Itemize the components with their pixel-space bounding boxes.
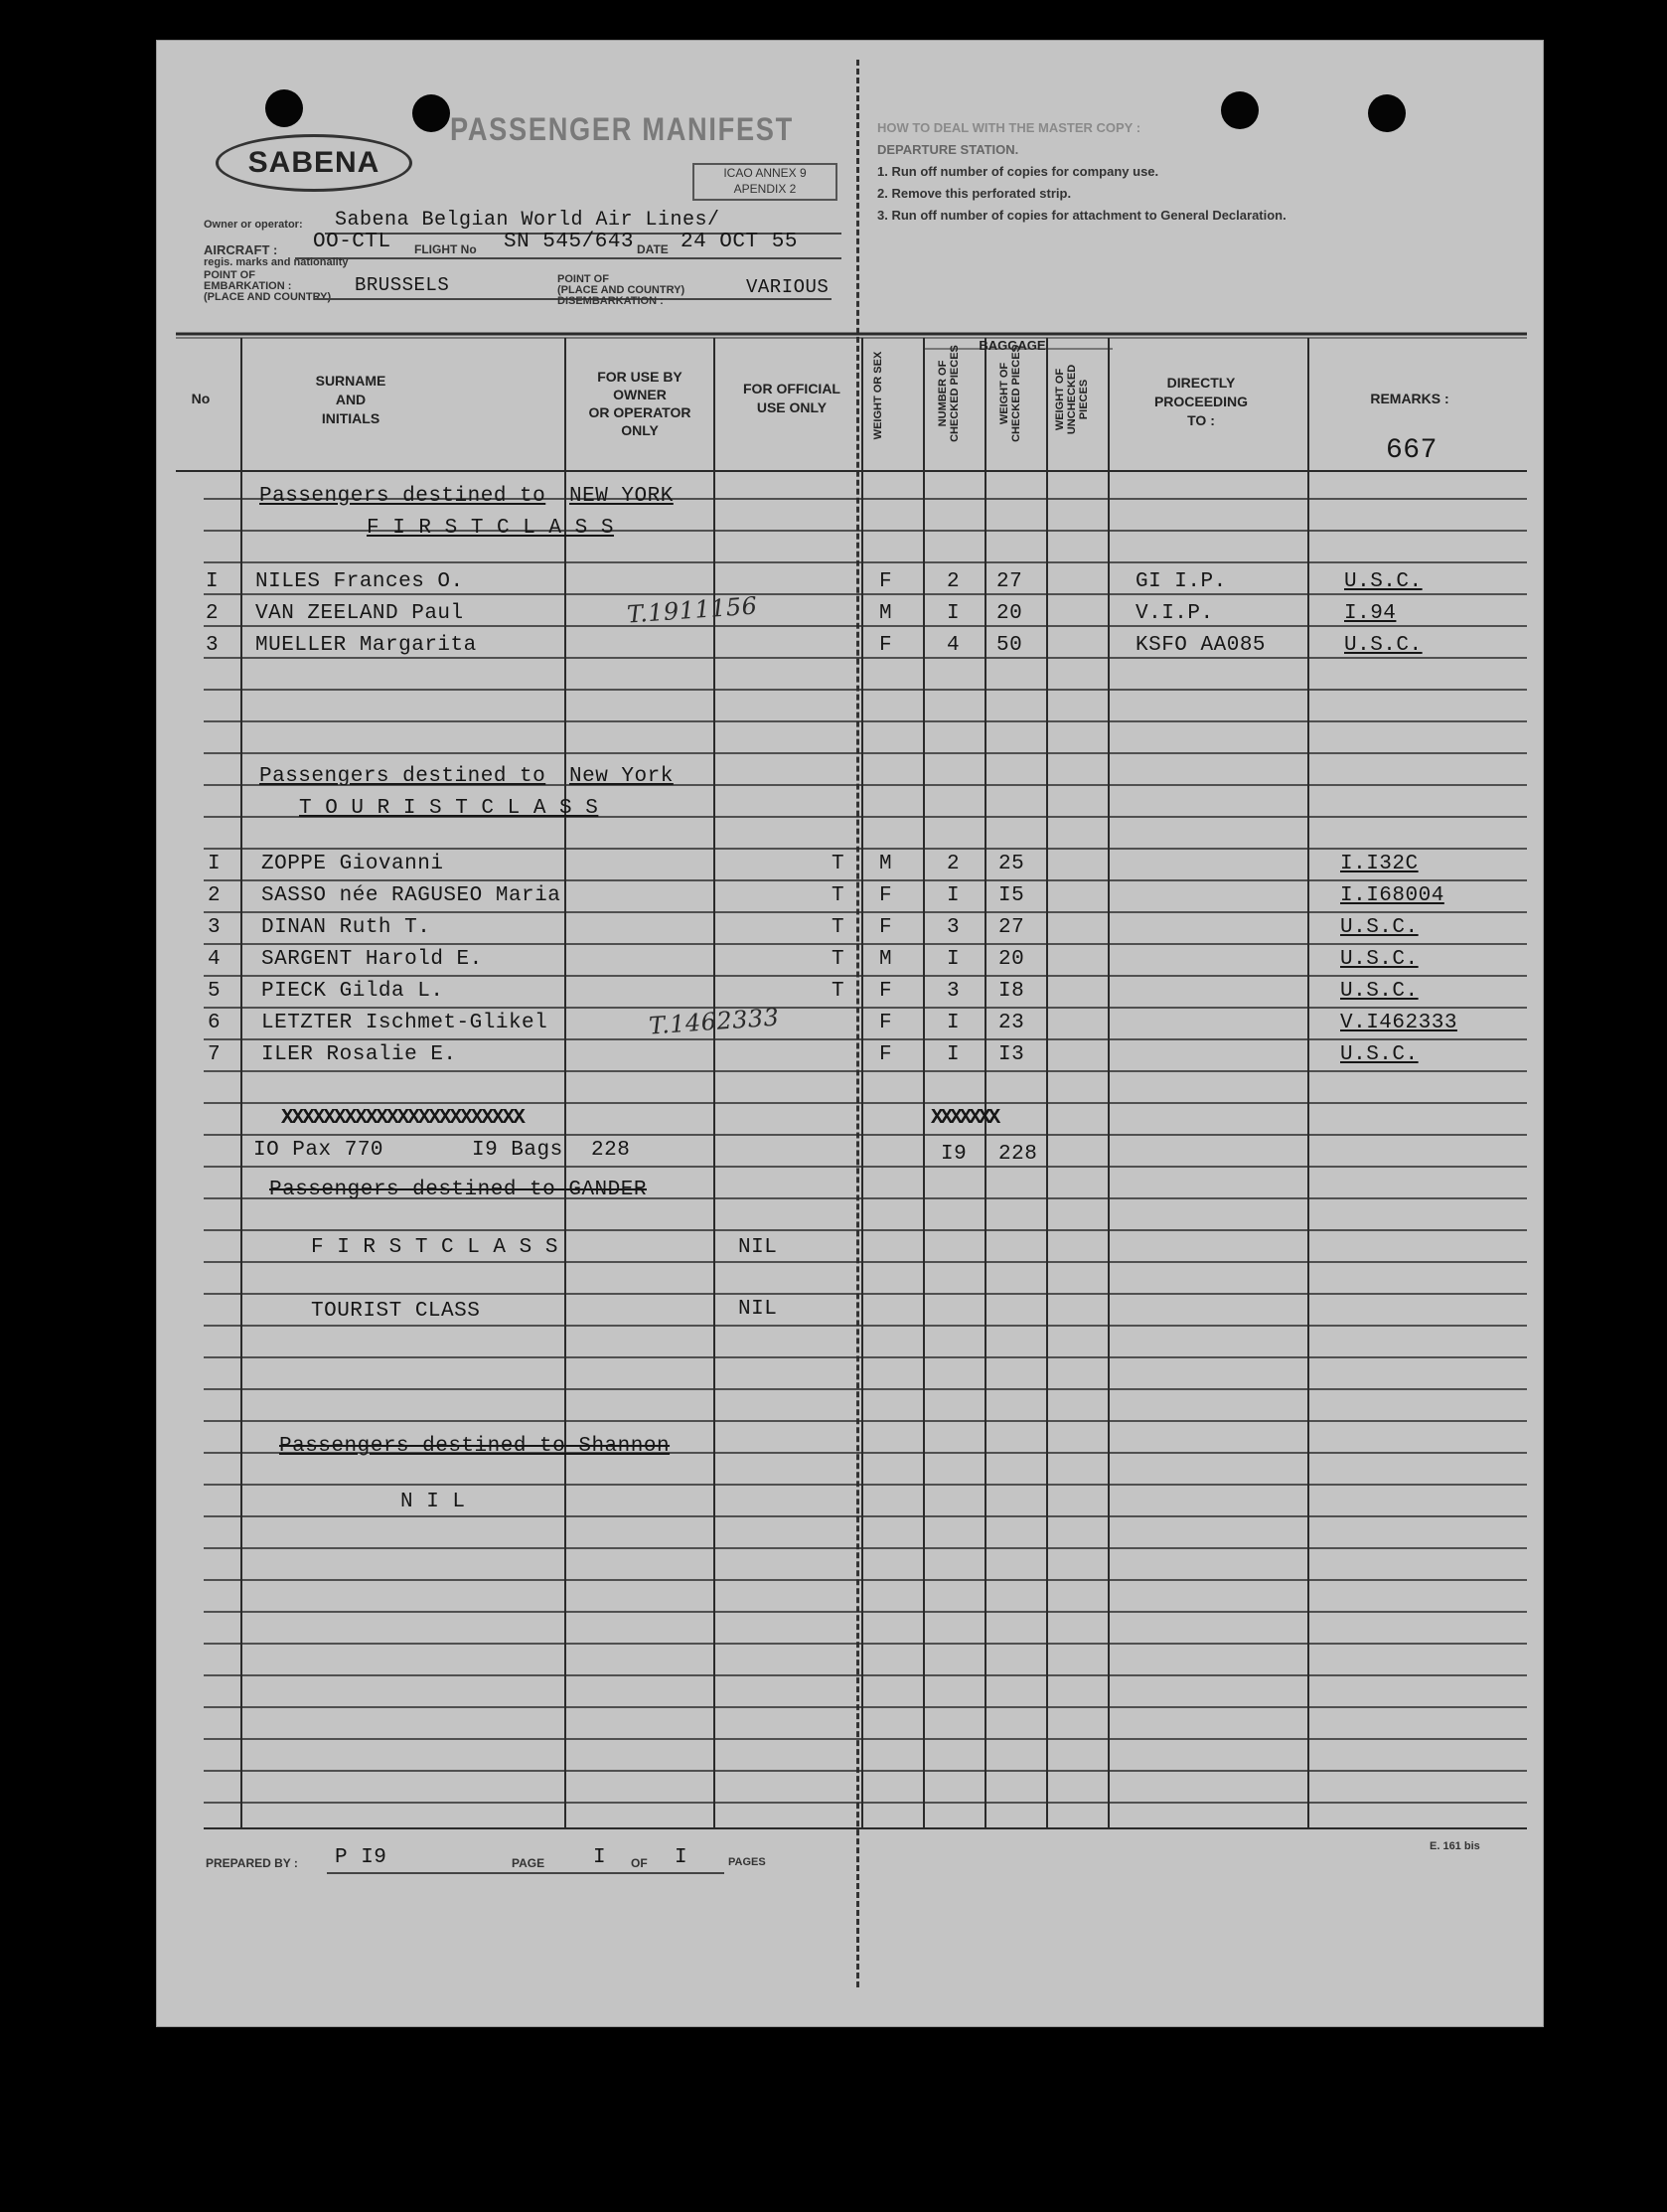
col-owner-header <box>565 368 714 439</box>
embark-label-line: (PLACE AND COUNTRY) <box>204 291 332 303</box>
remarks-value: U.S.C. <box>1340 980 1419 1003</box>
of-value: I <box>675 1846 688 1869</box>
official-mark: T <box>832 948 845 971</box>
baggage-header: BAGGAGE <box>979 338 1046 353</box>
col-proceeding-line: PROCEEDING <box>1153 394 1249 409</box>
col-checked-number-header: NUMBER OF CHECKED PIECES <box>937 345 961 442</box>
form-code: E. 161 bis <box>1430 1840 1480 1852</box>
official-mark: T <box>832 980 845 1003</box>
passenger-name: VAN ZEELAND Paul <box>255 602 464 625</box>
nil-value: NIL <box>738 1236 778 1259</box>
instruction-line: 2. Remove this perforated strip. <box>877 186 1072 201</box>
aircraft-label: AIRCRAFT : <box>204 242 278 257</box>
col-owner-line: OWNER <box>613 387 667 402</box>
disembark-label-line: (PLACE AND COUNTRY) <box>557 284 685 296</box>
passenger-sex: F <box>879 634 893 657</box>
remarks-value: U.S.C. <box>1344 570 1423 593</box>
flight-value: SN 545/643 <box>504 231 635 253</box>
of-label: OF <box>631 1856 648 1870</box>
passenger-name: MUELLER Margarita <box>255 634 477 657</box>
totals-bag-weight: 228 <box>998 1143 1038 1166</box>
col-owner-line: ONLY <box>621 422 659 438</box>
aircraft-value: OO-CTL <box>313 231 391 253</box>
handwritten-note: T.1462333 <box>648 1003 781 1040</box>
passenger-sex: M <box>879 602 893 625</box>
struck-out-line: XXXXXXXXXXXXXXXXXXXXXXX <box>281 1107 524 1130</box>
totals-pieces: I9 <box>941 1143 968 1166</box>
baggage-weight: I3 <box>998 1043 1025 1066</box>
col-proceeding-line: DIRECTLY <box>1166 375 1236 391</box>
passenger-name: ZOPPE Giovanni <box>261 853 444 875</box>
official-mark: T <box>832 853 845 875</box>
flight-label: FLIGHT No <box>414 242 477 256</box>
section-destination: New York <box>569 765 674 788</box>
col-surname-header <box>241 372 460 428</box>
totals-bags: I9 Bags <box>472 1139 563 1162</box>
remarks-value: I.I68004 <box>1340 884 1444 907</box>
baggage-pieces: I <box>947 948 961 971</box>
col-owner-line: FOR USE BY <box>597 369 682 385</box>
baggage-weight: 23 <box>998 1012 1025 1034</box>
logo-text: SABENA <box>247 146 380 179</box>
baggage-weight: 50 <box>996 634 1023 657</box>
baggage-pieces: 3 <box>947 980 961 1003</box>
col-checked-weight-header: WEIGHT OF CHECKED PIECES <box>998 345 1022 442</box>
section-heading: Passengers destined to <box>259 765 546 788</box>
icao-ref-line: ICAO ANNEX 9 <box>723 166 807 180</box>
class-heading: TOURIST CLASS <box>311 1300 481 1323</box>
row-number: 6 <box>208 1012 222 1034</box>
remarks-value: I.I32C <box>1340 853 1419 875</box>
manifest-sheet <box>156 40 1544 2027</box>
row-number: I <box>208 853 222 875</box>
passenger-sex: F <box>879 570 893 593</box>
section-destination: NEW YORK <box>569 485 674 508</box>
passenger-sex: F <box>879 916 893 939</box>
col-official-header <box>722 380 861 417</box>
col-proceeding-line: TO : <box>1187 412 1215 428</box>
struck-out-bag: XXXXXXX <box>931 1107 998 1130</box>
baggage-pieces: 2 <box>947 570 961 593</box>
col-official-line: USE ONLY <box>756 399 828 415</box>
manifest-title: PASSENGER MANIFEST <box>450 111 794 147</box>
row-number: 2 <box>206 602 220 625</box>
official-mark: T <box>832 916 845 939</box>
passenger-sex: F <box>879 884 893 907</box>
baggage-pieces: I <box>947 602 961 625</box>
disembark-label-line: POINT OF <box>557 273 609 285</box>
baggage-weight: 27 <box>998 916 1025 939</box>
remarks-value: U.S.C. <box>1340 948 1419 971</box>
baggage-pieces: 3 <box>947 916 961 939</box>
disembark-label-line: DISEMBARKATION : <box>557 295 664 307</box>
embark-label-line: POINT OF <box>204 269 255 281</box>
instruction-line: HOW TO DEAL WITH THE MASTER COPY : <box>877 120 1141 135</box>
prepared-by-value: P I9 <box>335 1846 387 1869</box>
baggage-weight: I8 <box>998 980 1025 1003</box>
row-number: I <box>206 570 220 593</box>
baggage-pieces: 2 <box>947 853 961 875</box>
col-official-line: FOR OFFICIAL <box>743 381 840 396</box>
baggage-weight: 27 <box>996 570 1023 593</box>
passenger-name: PIECK Gilda L. <box>261 980 444 1003</box>
passenger-name: LETZTER Ischmet-Glikel <box>261 1012 548 1034</box>
proceeding-to: V.I.P. <box>1136 602 1214 625</box>
passenger-name: ILER Rosalie E. <box>261 1043 457 1066</box>
official-mark: T <box>832 884 845 907</box>
passenger-name: SARGENT Harold E. <box>261 948 483 971</box>
section-heading: Passengers destined to <box>259 485 546 508</box>
embark-label-line: EMBARKATION : <box>204 280 292 292</box>
disembark-value: VARIOUS <box>746 276 830 298</box>
baggage-weight: 20 <box>998 948 1025 971</box>
instruction-line: 3. Run off number of copies for attachment to General Declaration. <box>877 208 1287 223</box>
row-number: 4 <box>208 948 222 971</box>
passenger-name: NILES Frances O. <box>255 570 464 593</box>
baggage-pieces: I <box>947 884 961 907</box>
embark-value: BRUSSELS <box>355 274 450 296</box>
nil-value: NIL <box>738 1298 778 1321</box>
page-label: PAGE <box>512 1856 545 1870</box>
totals-weight: 228 <box>591 1139 631 1162</box>
passenger-sex: F <box>879 1043 893 1066</box>
passenger-sex: F <box>879 1012 893 1034</box>
totals-pax: IO Pax 770 <box>253 1139 384 1162</box>
passenger-sex: F <box>879 980 893 1003</box>
remarks-value: U.S.C. <box>1344 634 1423 657</box>
owner-value: Sabena Belgian World Air Lines/ <box>335 209 720 232</box>
class-heading: F I R S T C L A S S <box>367 517 614 540</box>
baggage-pieces: 4 <box>947 634 961 657</box>
row-number: 7 <box>208 1043 222 1066</box>
col-surname-line: SURNAME <box>315 373 386 389</box>
instruction-line: 1. Run off number of copies for company use. <box>877 164 1159 179</box>
col-proceeding-header <box>1113 374 1289 430</box>
page-value: I <box>593 1846 607 1869</box>
col-owner-line: OR OPERATOR <box>588 404 691 420</box>
passenger-name: DINAN Ruth T. <box>261 916 431 939</box>
remarks-value: U.S.C. <box>1340 916 1419 939</box>
handwritten-note: T.1911156 <box>626 591 759 629</box>
passenger-sex: M <box>879 853 893 875</box>
row-number: 3 <box>206 634 220 657</box>
col-unchecked-weight-header: WEIGHT OF UNCHECKED PIECES <box>1054 364 1090 435</box>
icao-ref-line: APENDIX 2 <box>733 182 797 196</box>
nil-value: N I L <box>400 1491 466 1513</box>
date-value: 24 OCT 55 <box>681 231 798 253</box>
proceeding-to: KSFO AA085 <box>1136 634 1267 657</box>
col-surname-line: INITIALS <box>321 410 380 426</box>
row-number: 3 <box>208 916 222 939</box>
baggage-weight: 20 <box>996 602 1023 625</box>
row-number: 2 <box>208 884 222 907</box>
footer-underline <box>327 1872 724 1874</box>
owner-label: Owner or operator: <box>204 219 303 231</box>
remarks-number: 667 <box>1386 435 1438 466</box>
date-label: DATE <box>637 242 669 256</box>
regis-label: regis. marks and nationality <box>204 256 349 268</box>
col-no-header: No <box>191 391 211 406</box>
remarks-value: V.I462333 <box>1340 1012 1457 1034</box>
col-remarks-header: REMARKS : <box>1370 391 1449 406</box>
col-surname-line: AND <box>335 392 367 407</box>
row-number: 5 <box>208 980 222 1003</box>
baggage-pieces: I <box>947 1043 961 1066</box>
passenger-sex: M <box>879 948 893 971</box>
passenger-name: SASSO née RAGUSEO Maria <box>261 884 561 907</box>
proceeding-to: GI I.P. <box>1136 570 1227 593</box>
section-heading: Passengers destined to Shannon <box>279 1435 671 1458</box>
prepared-by-label: PREPARED BY : <box>206 1856 298 1870</box>
remarks-value: U.S.C. <box>1340 1043 1419 1066</box>
instruction-line: DEPARTURE STATION. <box>877 142 1019 157</box>
section-heading: Passengers destined to GANDER <box>269 1179 647 1201</box>
baggage-weight: 25 <box>998 853 1025 875</box>
col-weight-sex-header: WEIGHT OR SEX <box>872 351 884 440</box>
pages-label: PAGES <box>728 1856 766 1868</box>
baggage-weight: I5 <box>998 884 1025 907</box>
baggage-pieces: I <box>947 1012 961 1034</box>
class-heading: F I R S T C L A S S <box>311 1236 558 1259</box>
class-heading: T O U R I S T C L A S S <box>299 797 599 820</box>
remarks-value: I.94 <box>1344 602 1397 625</box>
